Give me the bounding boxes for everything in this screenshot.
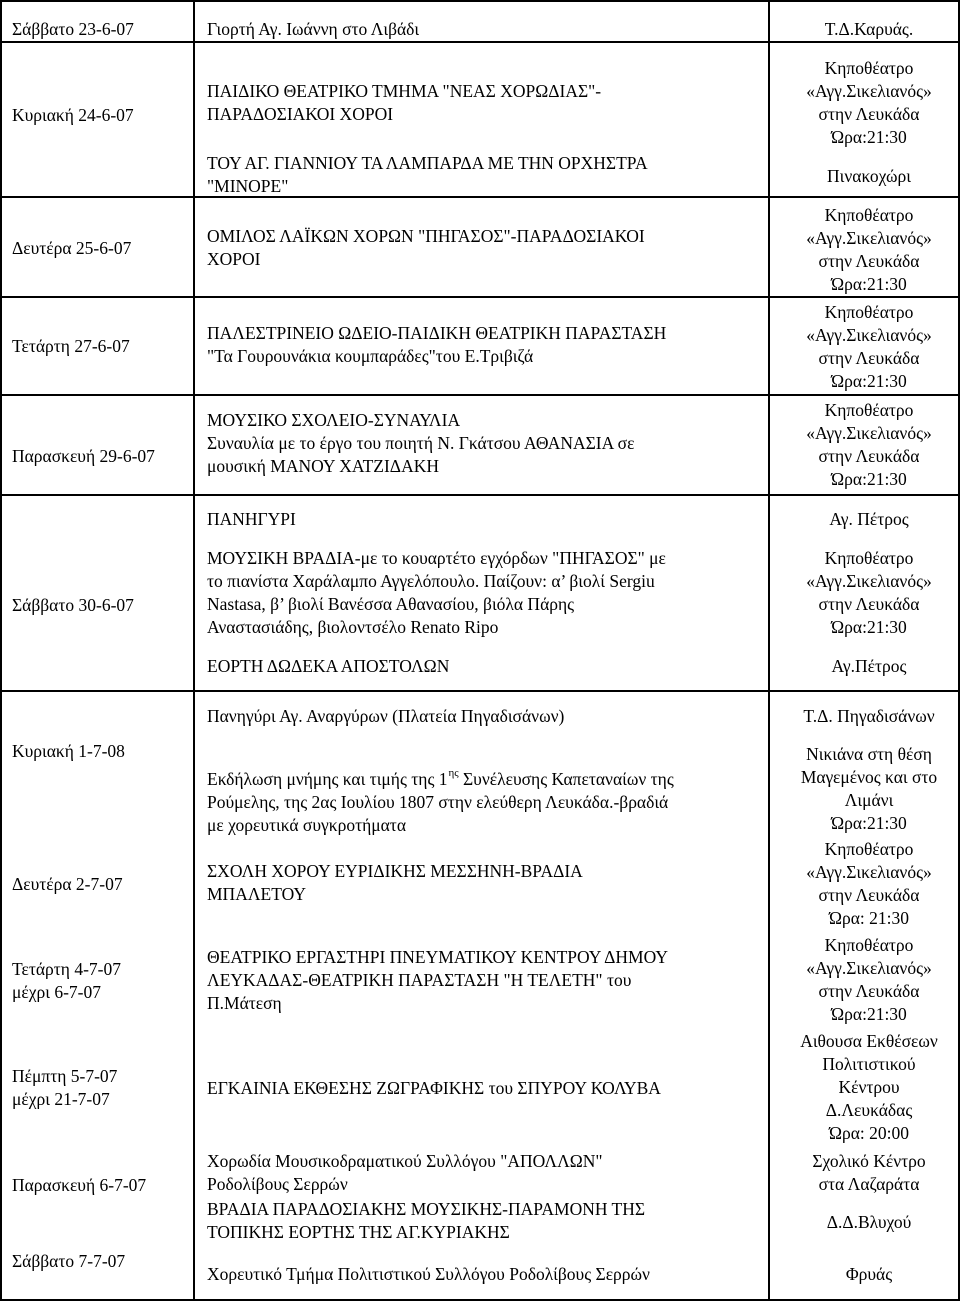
event-cell: ΠΑΙΔΙΚΟ ΘΕΑΤΡΙΚΟ ΤΜΗΜΑ "ΝΕΑΣ ΧΟΡΩΔΙΑΣ"- ΠΑΡΑΔΟΣΙΑΚΟΙ ΧΟΡΟΙ: [207, 81, 602, 124]
venue-cell: Τ.Δ. Πηγαδισάνων: [803, 706, 935, 726]
column-divider: [768, 0, 770, 1301]
event-cell: ΟΜΙΛΟΣ ΛΑΪΚΩΝ ΧΟΡΩΝ "ΠΗΓΑΣΟΣ"-ΠΑΡΑΔΟΣΙΑΚΟΙ ΧΟΡΟΙ: [207, 226, 645, 269]
venue-cell: Κηποθέατρο «Αγγ.Σικελιανός» στην Λευκάδα Ώρα:21:30: [806, 58, 932, 147]
row-divider: [0, 394, 960, 396]
row-divider: [0, 690, 960, 692]
table-border-top: [0, 0, 960, 2]
event-cell: Χορωδία Μουσικοδραματικού Συλλόγου "ΑΠΟΛΛΩΝ" Ροδολίβους Σερρών: [207, 1151, 603, 1194]
row-divider: [0, 494, 960, 496]
venue-cell: Κηποθέατρο «Αγγ.Σικελιανός» στην Λευκάδα Ώρα: 21:30: [806, 839, 932, 928]
venue-cell: Πινακοχώρι: [827, 166, 911, 186]
venue-cell: Αγ. Πέτρος: [829, 509, 909, 529]
venue-cell: Νικιάνα στη θέση Μαγεμένος και στο Λιμάνι Ώρα:21:30: [800, 744, 938, 833]
date-cell: Δευτέρα 2-7-07: [12, 874, 123, 894]
venue-cell: Κηποθέατρο «Αγγ.Σικελιανός» στην Λευκάδα Ώρα:21:30: [806, 400, 932, 489]
event-cell: Χορευτικό Τμήμα Πολιτιστικού Συλλόγου Ροδολίβους Σερρών: [207, 1264, 650, 1284]
event-cell: ΕΓΚΑΙΝΙΑ ΕΚΘΕΣΗΣ ΖΩΓΡΑΦΙΚΗΣ του ΣΠΥΡΟΥ ΚΟΛΥΒΑ: [207, 1078, 661, 1098]
date-cell: Πέμπτη 5-7-07 μέχρι 21-7-07: [12, 1066, 118, 1109]
venue-cell: Φρυάς: [845, 1264, 893, 1284]
event-cell: ΜΟΥΣΙΚΗ ΒΡΑΔΙΑ-με το κουαρτέτο εγχόρδων "ΠΗΓΑΣΟΣ" με το πιανίστα Χαράλαμπο Αγγελόπουλο. Παίζουν: α’ βιολί Sergiu Nastasa, β’ βιολί Βανέσσα Αθανασίου, βιόλα Πάρης Αναστασιάδης, βιολοντσέλο Renato Ripo: [207, 548, 666, 637]
date-cell: Παρασκευή 6-7-07: [12, 1175, 147, 1195]
event-cell: ΒΡΑΔΙΑ ΠΑΡΑΔΟΣΙΑΚΗΣ ΜΟΥΣΙΚΗΣ-ΠΑΡΑΜΟΝΗ ΤΗΣ ΤΟΠΙΚΗΣ ΕΟΡΤΗΣ ΤΗΣ ΑΓ.ΚΥΡΙΑΚΗΣ: [207, 1199, 646, 1242]
event-cell: ΜΟΥΣΙΚΟ ΣΧΟΛΕΙΟ-ΣΥΝΑΥΛΙΑ Συναυλία με το έργο του ποιητή Ν. Γκάτσου ΑΘΑΝΑΣΙΑ σε μουσική ΜΑΝΟΥ ΧΑΤΖΙΔΑΚΗ: [207, 410, 635, 476]
venue-cell: Κηποθέατρο «Αγγ.Σικελιανός» στην Λευκάδα Ώρα:21:30: [806, 935, 932, 1024]
date-cell: Κυριακή 1-7-08: [12, 741, 125, 761]
date-cell: Σάββατο 30-6-07: [12, 595, 134, 615]
venue-cell: Αγ.Πέτρος: [831, 656, 907, 676]
column-divider: [193, 0, 195, 1301]
event-cell: Πανηγύρι Αγ. Αναργύρων (Πλατεία Πηγαδισάνων): [207, 706, 565, 726]
venue-cell: Κηποθέατρο «Αγγ.Σικελιανός» στην Λευκάδα Ώρα:21:30: [806, 302, 932, 391]
event-cell: ΤΟΥ ΑΓ. ΓΙΑΝΝΙΟΥ ΤΑ ΛΑΜΠΑΡΔΑ ΜΕ ΤΗΝ ΟΡΧΗΣΤΡΑ "ΜΙΝΟΡΕ": [207, 153, 648, 196]
venue-cell: Τ.Δ.Καρυάς.: [824, 19, 914, 39]
date-cell: Σάββατο 23-6-07: [12, 19, 134, 39]
date-cell: Κυριακή 24-6-07: [12, 105, 134, 125]
venue-cell: Σχολικό Κέντρο στα Λαζαράτα: [812, 1151, 926, 1194]
date-cell: Παρασκευή 29-6-07: [12, 446, 155, 466]
row-divider: [0, 296, 960, 298]
event-cell: ΣΧΟΛΗ ΧΟΡΟΥ ΕΥΡΙΔΙΚΗΣ ΜΕΣΣΗΝΗ-ΒΡΑΔΙΑ ΜΠΑΛΕΤΟΥ: [207, 861, 583, 904]
venue-cell: Αιθουσα Εκθέσεων Πολιτιστικού Κέντρου Δ.Λευκάδας Ώρα: 20:00: [800, 1031, 938, 1143]
event-cell: Εκδήλωση μνήμης και τιμής της $1^{\eta\varsigma}$ Συνέλευσης Καπεταναίων της Ρούμελης, της 2ας Ιουλίου 1807 στην ελεύθερη Λευκάδα.-βραδιά με χορευτικά συγκροτήματα: [207, 762, 767, 837]
date-cell: Τετάρτη 4-7-07 μέχρι 6-7-07: [12, 959, 121, 1002]
event-line: Εκδήλωση μνήμης και τιμής της $1^{\eta\varsigma}$ Συνέλευσης Καπεταναίων της: [207, 767, 674, 789]
event-cell: ΕΟΡΤΗ ΔΩΔΕΚΑ ΑΠΟΣΤΟΛΩΝ: [207, 656, 450, 676]
date-cell: Τετάρτη 27-6-07: [12, 336, 130, 356]
venue-cell: Κηποθέατρο «Αγγ.Σικελιανός» στην Λευκάδα Ώρα:21:30: [806, 548, 932, 637]
date-cell: Δευτέρα 25-6-07: [12, 238, 132, 258]
event-cell: ΠΑΝΗΓΥΡΙ: [207, 509, 296, 529]
date-cell: Σάββατο 7-7-07: [12, 1251, 126, 1271]
venue-cell: Κηποθέατρο «Αγγ.Σικελιανός» στην Λευκάδα Ώρα:21:30: [806, 205, 932, 294]
event-cell: ΘΕΑΤΡΙΚΟ ΕΡΓΑΣΤΗΡΙ ΠΝΕΥΜΑΤΙΚΟΥ ΚΕΝΤΡΟΥ ΔΗΜΟΥ ΛΕΥΚΑΔΑΣ-ΘΕΑΤΡΙΚΗ ΠΑΡΑΣΤΑΣΗ "Η ΤΕΛΕΤΗ" του Π.Μάτεση: [207, 947, 669, 1013]
event-cell: ΠΑΛΕΣΤΡΙΝΕΙΟ ΩΔΕΙΟ-ΠΑΙΔΙΚΗ ΘΕΑΤΡΙΚΗ ΠΑΡΑΣΤΑΣΗ "Τα Γουρουνάκια κουμπαράδες"του Ε.Τριβιζά: [207, 323, 667, 366]
table-border-left: [0, 0, 2, 1301]
row-divider: [0, 41, 960, 43]
event-cell: Γιορτή Αγ. Ιωάννη στο Λιβάδι: [207, 19, 420, 39]
venue-cell: Δ.Δ.Βλυχού: [826, 1212, 912, 1232]
